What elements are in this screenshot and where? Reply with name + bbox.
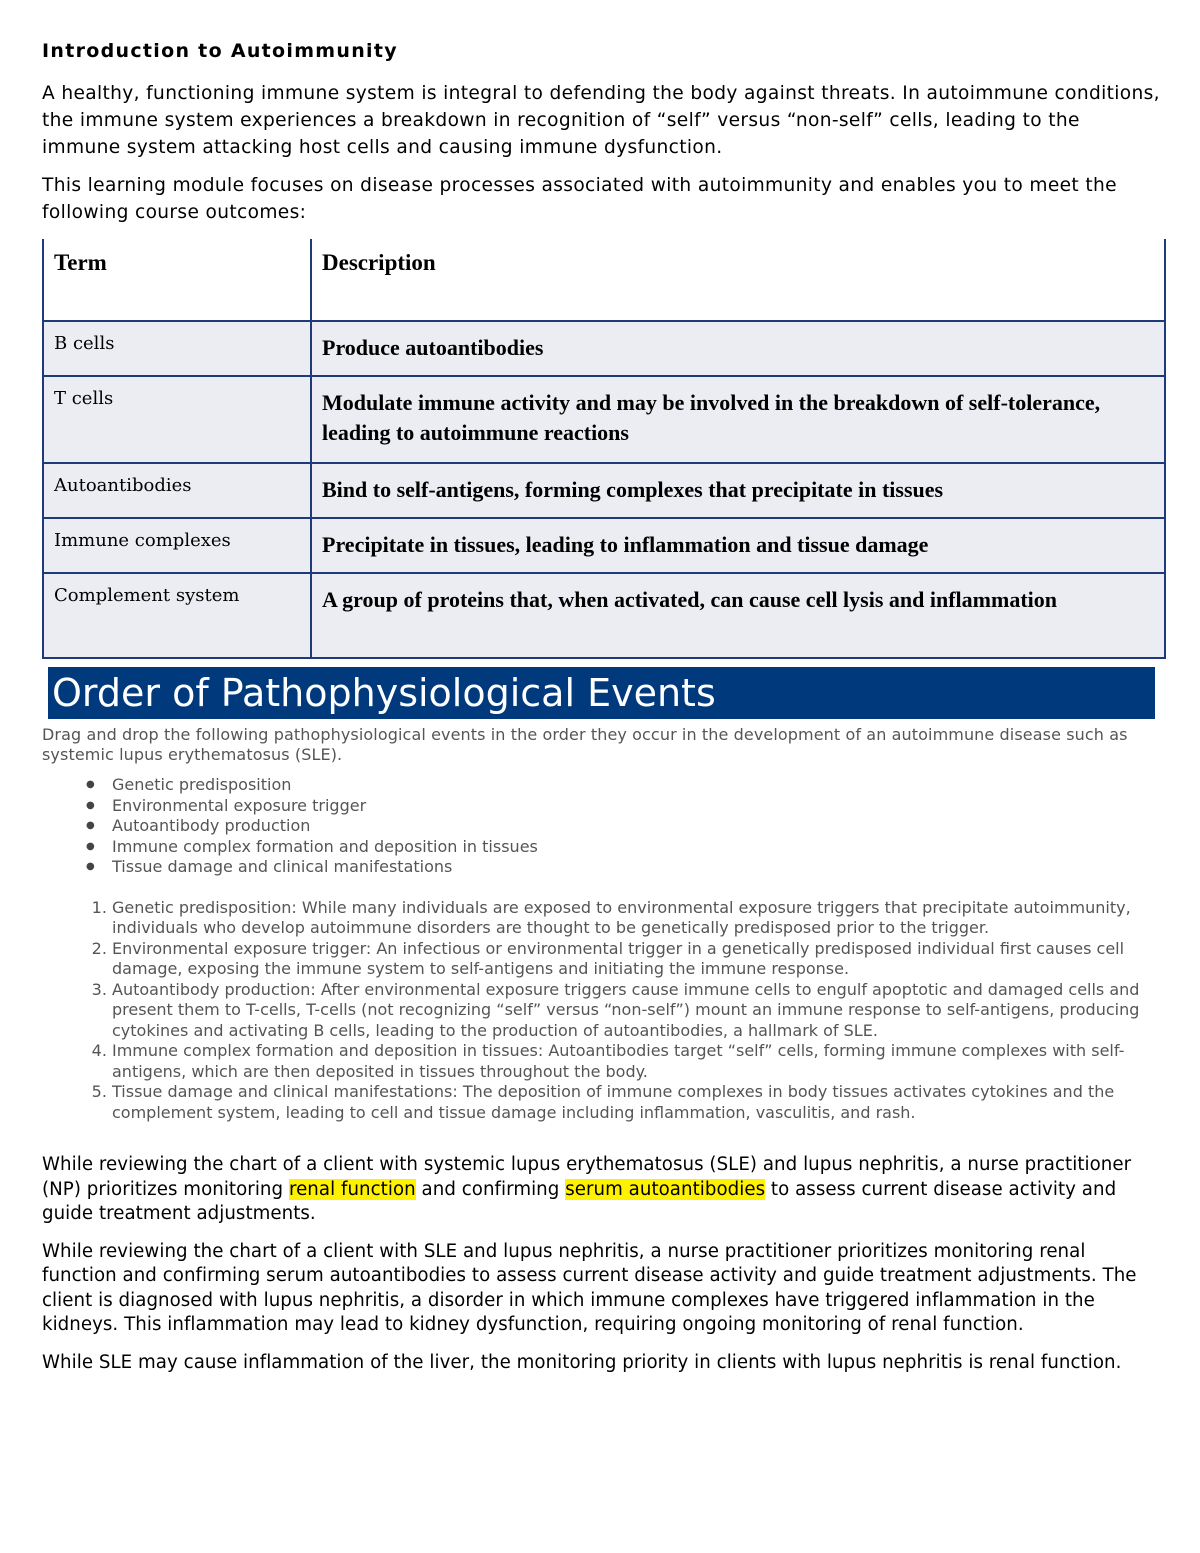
table-row (43, 321, 1165, 376)
table-header-row (43, 239, 1165, 321)
intro-title: Introduction to Autoimmunity (42, 40, 398, 62)
case-text: While reviewing the chart of a client with systemic lupus erythematosus (SLE) and lupus nephritis, a nurse practitioner (NP) prioritizes monitoring (42, 1154, 1132, 1200)
draggable-event-item[interactable]: ● Tissue damage and clinical manifestations (112, 857, 1162, 878)
header-description: Description (311, 239, 1165, 321)
term-cell: Complement system (43, 573, 311, 658)
table-row (43, 376, 1165, 463)
header-term: Term (43, 239, 311, 321)
term-cell: B cells (43, 321, 311, 376)
description-cell: Precipitate in tissues, leading to inflammation and tissue damage (311, 518, 1165, 573)
order-banner: Order of Pathophysiological Events (48, 667, 1155, 719)
intro-paragraph-1: A healthy, functioning immune system is integral to defending the body against threats. In autoimmune conditions, the immune system experiences a breakdown in recognition of “self” versus “non-self” cells, leading to the immune system attacking host cells and causing immune dysfunction. (42, 83, 1160, 158)
intro-paragraph-2: This learning module focuses on disease processes associated with autoimmunity and enables you to meet the following course outcomes: (42, 175, 1117, 223)
ordered-explanation-list (42, 898, 1162, 1124)
case-paragraph-2: While reviewing the chart of a client with SLE and lupus nephritis, a nurse practitioner prioritizes monitoring renal function and confirming serum autoantibodies to assess current disease activity and guide treatment adjustments. The client is diagnosed with lupus nephritis, a disorder in which immune complexes have triggered inflammation in the kidneys. This inflammation may lead to kidney dysfunction, requiring ongoing monitoring of renal function. (42, 1240, 1137, 1335)
document-page (42, 40, 1162, 1388)
table-row (43, 463, 1165, 518)
explanation-step: 4. Immune complex formation and deposition in tissues: Autoantibodies target “self” cells, forming immune complexes with self-antigens, which are then deposited in tissues throughout the body. (112, 1041, 1162, 1082)
draggable-event-item[interactable]: ● Autoantibody production (112, 816, 1162, 837)
table-row (43, 573, 1165, 658)
explanation-step: 3. Autoantibody production: After environmental exposure triggers cause immune cells to engulf apoptotic and damaged cells and present them to T-cells, T-cells (not recognizing “self” versus “non-self”) mount an immune response to self-antigens, producing cytokines and activating B cells, leading to the production of autoantibodies, a hallmark of SLE. (112, 980, 1162, 1042)
drag-instructions: Drag and drop the following pathophysiological events in the order they occur in the development of an autoimmune disease such as systemic lupus erythematosus (SLE). (42, 725, 1128, 764)
terms-table (42, 239, 1166, 659)
explanation-step: 5. Tissue damage and clinical manifestations: The deposition of immune complexes in body tissues activates cytokines and the complement system, leading to cell and tissue damage including inflammation, vasculitis, and rash. (112, 1082, 1162, 1123)
term-cell: Immune complexes (43, 518, 311, 573)
term-cell: T cells (43, 376, 311, 463)
draggable-event-item[interactable]: ● Immune complex formation and deposition in tissues (112, 837, 1162, 858)
description-cell: Produce autoantibodies (311, 321, 1165, 376)
case-paragraph-3: While SLE may cause inflammation of the liver, the monitoring priority in clients with lupus nephritis is renal function. (42, 1351, 1122, 1373)
explanation-step: 1. Genetic predisposition: While many individuals are exposed to environmental exposure triggers that precipitate autoimmunity, individuals who develop autoimmune disorders are thought to be genetically predisposed prior to the trigger. (112, 898, 1162, 939)
case-text: to assess current disease activity and guide treatment adjustments. (42, 1178, 1117, 1224)
description-cell: Bind to self-antigens, forming complexes that precipitate in tissues (311, 463, 1165, 518)
draggable-events-list (42, 775, 1162, 878)
explanation-step: 2. Environmental exposure trigger: An infectious or environmental trigger in a genetically predisposed individual first causes cell damage, exposing the immune system to self-antigens and initiating the immune response. (112, 939, 1162, 980)
case-paragraph-1 (42, 1153, 1162, 1227)
case-text: and confirming (415, 1178, 566, 1200)
highlight-renal-function: renal function (288, 1178, 416, 1200)
description-cell: Modulate immune activity and may be involved in the breakdown of self-tolerance, leading to autoimmune reactions (311, 376, 1165, 463)
table-row (43, 518, 1165, 573)
highlight-serum-autoantibodies: serum autoantibodies (565, 1178, 766, 1200)
term-cell: Autoantibodies (43, 463, 311, 518)
description-cell: A group of proteins that, when activated, can cause cell lysis and inflammation (311, 573, 1165, 658)
draggable-event-item[interactable]: ● Environmental exposure trigger (112, 796, 1162, 817)
draggable-event-item[interactable]: ● Genetic predisposition (112, 775, 1162, 796)
